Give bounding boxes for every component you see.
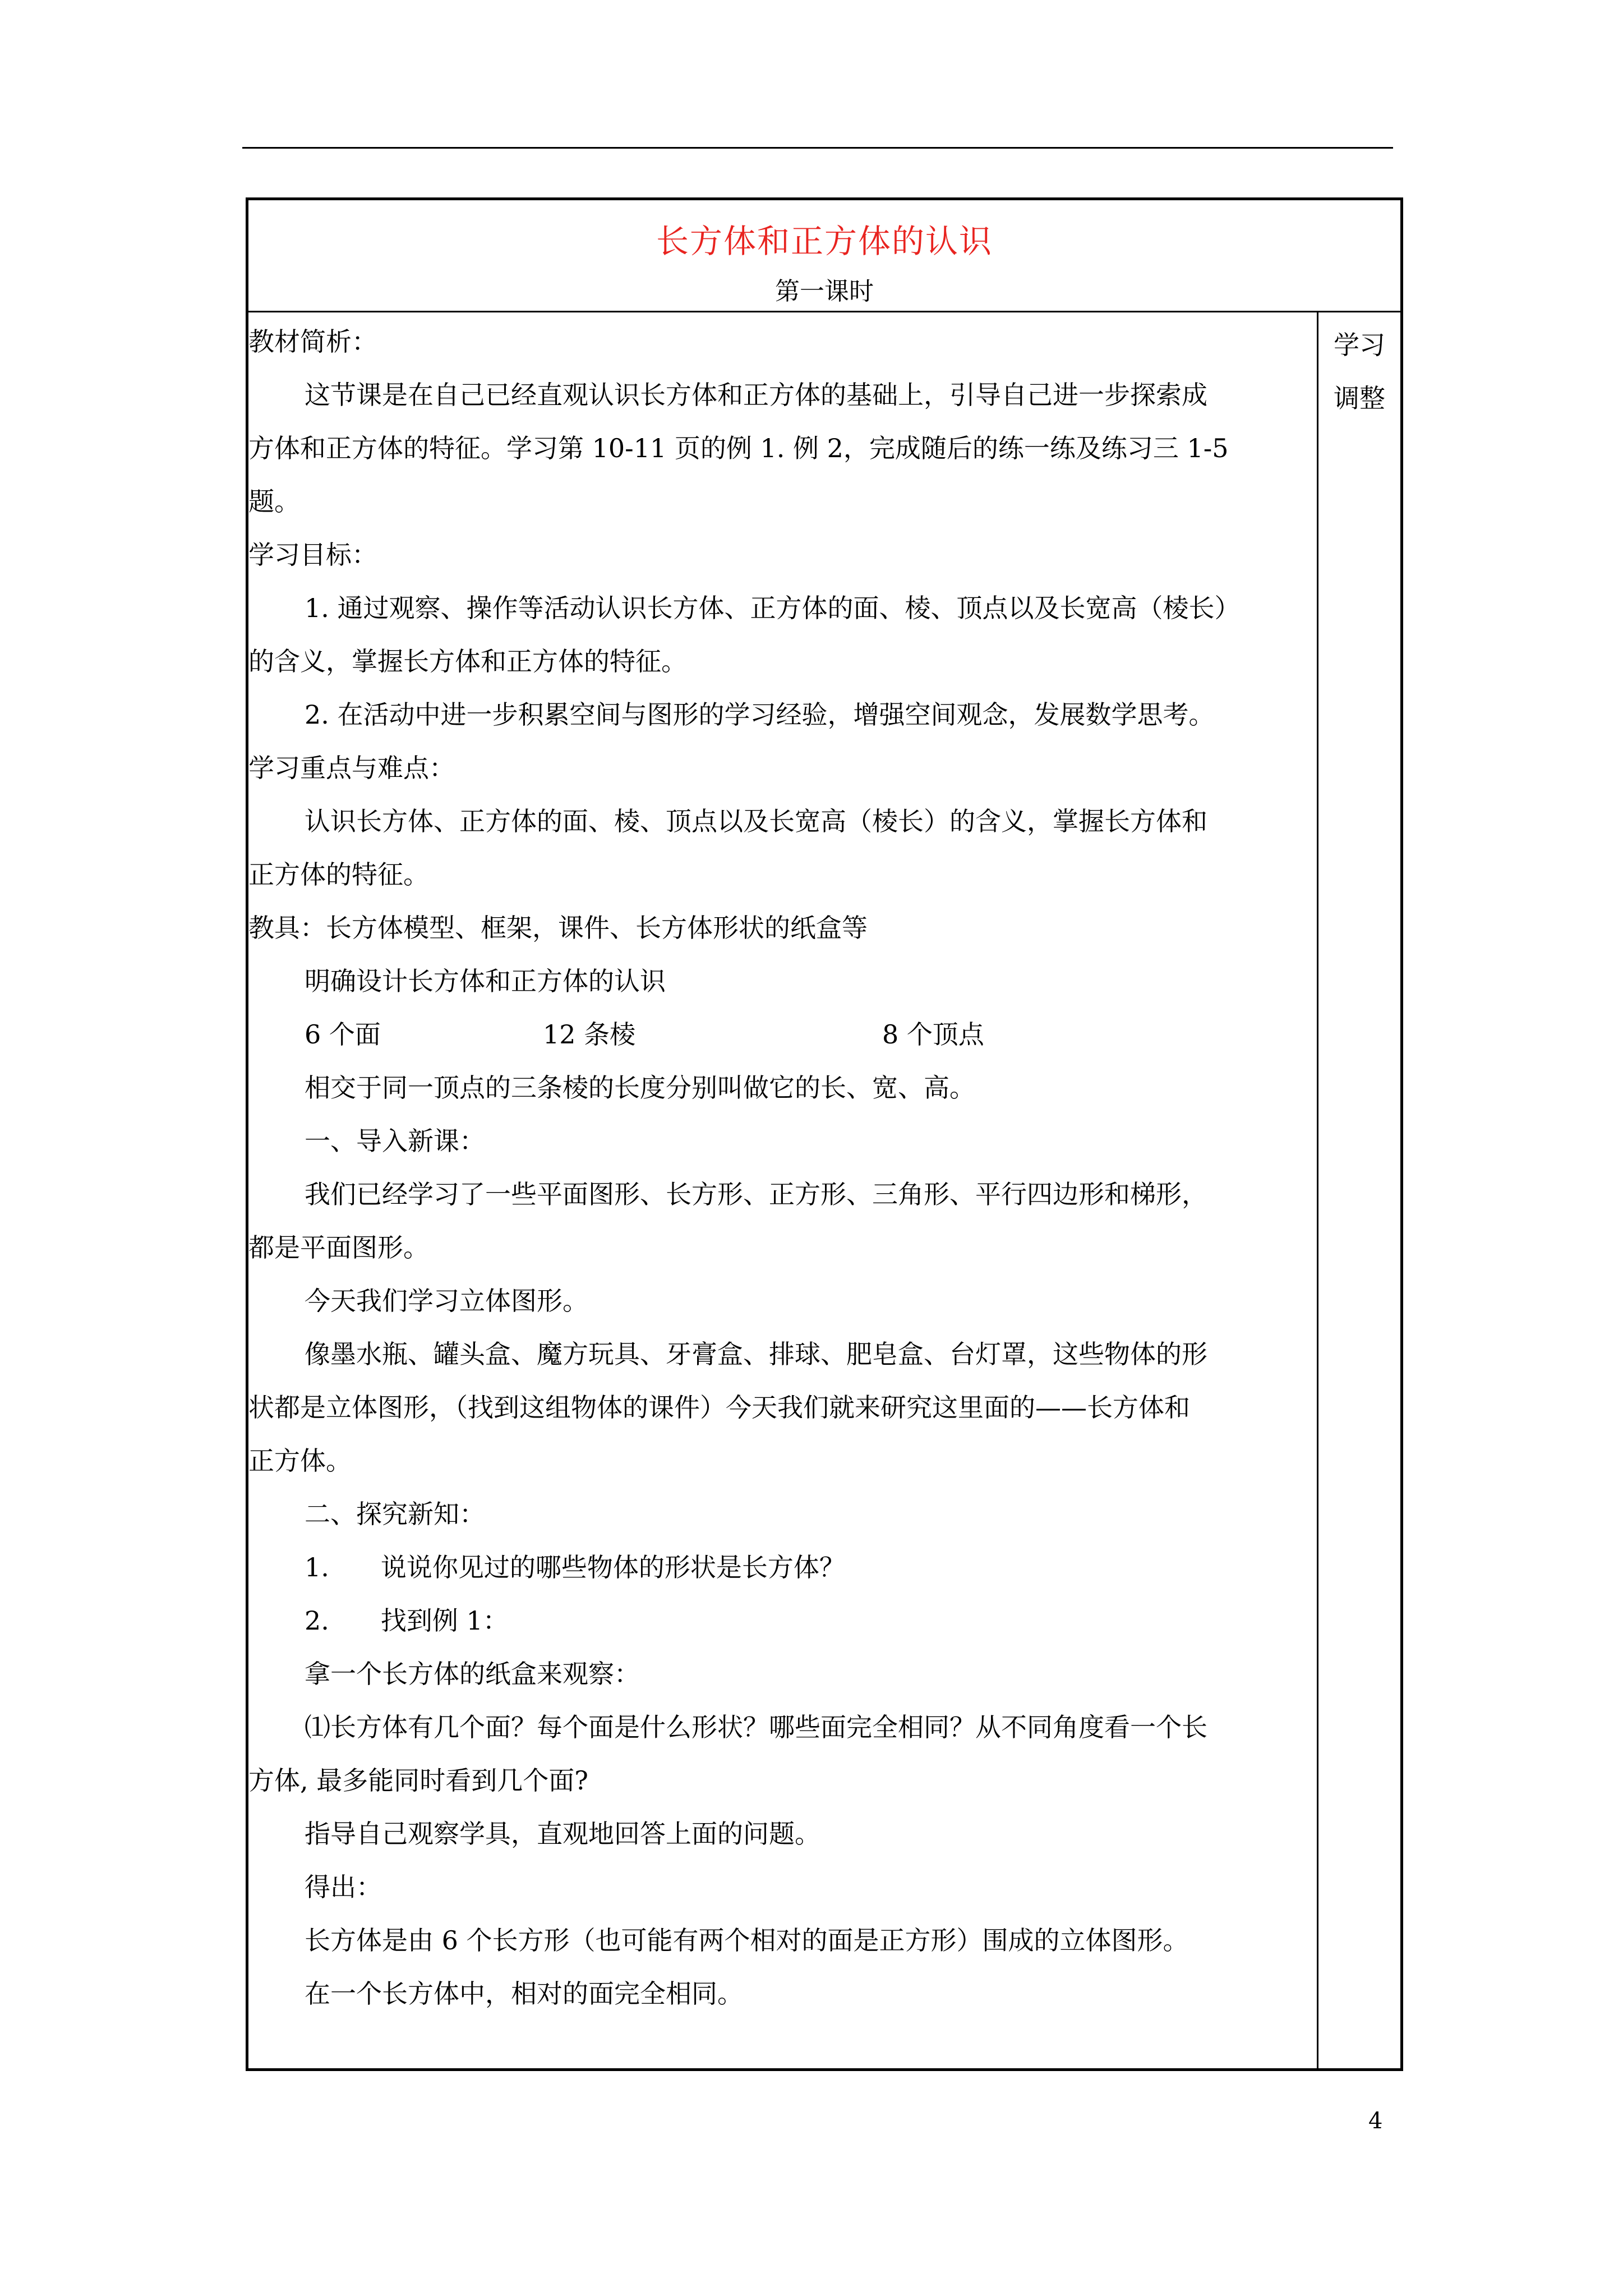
numbered-item: 2. 找到例 1：: [305, 1605, 509, 1636]
paragraph-line: 都是平面图形。: [248, 1232, 429, 1263]
paragraph-line: ⑴长方体有几个面？每个面是什么形状？哪些面完全相同？从不同角度看一个长: [305, 1712, 1207, 1742]
side-label-adjust: 调整: [1334, 383, 1385, 413]
paragraph-line: 正方体的特征。: [248, 859, 429, 890]
paragraph-line: 教具：长方体模型、框架，课件、长方体形状的纸盒等: [248, 913, 868, 943]
paragraph-line: 题。: [248, 486, 300, 517]
paragraph-line: 正方体。: [248, 1446, 352, 1476]
side-label-study: 学习: [1334, 330, 1385, 360]
section-heading: 一、导入新课：: [305, 1126, 485, 1156]
paragraph-line: 方体和正方体的特征。学习第 10-11 页的例 1. 例 2，完成随后的练一练及练习三 1-5: [248, 433, 1229, 463]
paragraph-line: 1. 通过观察、操作等活动认识长方体、正方体的面、棱、顶点以及长宽高（棱长）: [305, 593, 1241, 623]
paragraph-line: 拿一个长方体的纸盒来观察：: [305, 1659, 640, 1689]
section-heading: 学习目标：: [248, 540, 377, 570]
edges-count: 12 条棱: [543, 1019, 636, 1050]
paragraph-line: 方体, 最多能同时看到几个面?: [248, 1765, 588, 1796]
header-rule: [242, 147, 1393, 149]
lesson-body: [248, 312, 1318, 2068]
section-heading: 教材简析：: [248, 326, 377, 357]
paragraph-line: 得出：: [305, 1872, 382, 1902]
lesson-subtitle: 第一课时: [775, 277, 874, 306]
page-number: 4: [1368, 2108, 1383, 2134]
paragraph-line: 我们已经学习了一些平面图形、长方形、正方形、三角形、平行四边形和梯形，: [305, 1179, 1207, 1209]
numbered-item: 1. 说说你见过的哪些物体的形状是长方体？: [305, 1552, 845, 1582]
paragraph-line: 明确设计长方体和正方体的认识: [305, 966, 666, 996]
paragraph-line: 认识长方体、正方体的面、棱、顶点以及长宽高（棱长）的含义，掌握长方体和: [305, 806, 1207, 836]
faces-count: 6 个面: [305, 1019, 381, 1050]
paragraph-line: 相交于同一顶点的三条棱的长度分别叫做它的长、宽、高。: [305, 1073, 975, 1103]
title-cell: [248, 200, 1400, 312]
paragraph-line: 今天我们学习立体图形。: [305, 1286, 588, 1316]
paragraph-line: 的含义，掌握长方体和正方体的特征。: [248, 646, 687, 677]
paragraph-line: 状都是立体图形，（找到这组物体的课件）今天我们就来研究这里面的——长方体和: [248, 1392, 1190, 1423]
paragraph-line: 指导自己观察学具，直观地回答上面的问题。: [305, 1819, 820, 1849]
paragraph-line: 这节课是在自己已经直观认识长方体和正方体的基础上，引导自己进一步探索成: [305, 380, 1207, 410]
paragraph-line: 在一个长方体中，相对的面完全相同。: [305, 1978, 743, 2009]
lesson-table: [246, 197, 1403, 2071]
vertices-count: 8 个顶点: [882, 1019, 984, 1050]
paragraph-line: 2. 在活动中进一步积累空间与图形的学习经验，增强空间观念，发展数学思考。: [305, 700, 1215, 730]
section-heading: 学习重点与难点：: [248, 753, 455, 783]
paragraph-line: 像墨水瓶、罐头盒、魔方玩具、牙膏盒、排球、肥皂盒、台灯罩，这些物体的形: [305, 1339, 1207, 1369]
section-heading: 二、探究新知：: [305, 1499, 485, 1529]
lesson-title: 长方体和正方体的认识: [656, 222, 993, 260]
adjustment-column: [1318, 312, 1400, 2068]
paragraph-line: 长方体是由 6 个长方形（也可能有两个相对的面是正方形）围成的立体图形。: [305, 1925, 1189, 1955]
